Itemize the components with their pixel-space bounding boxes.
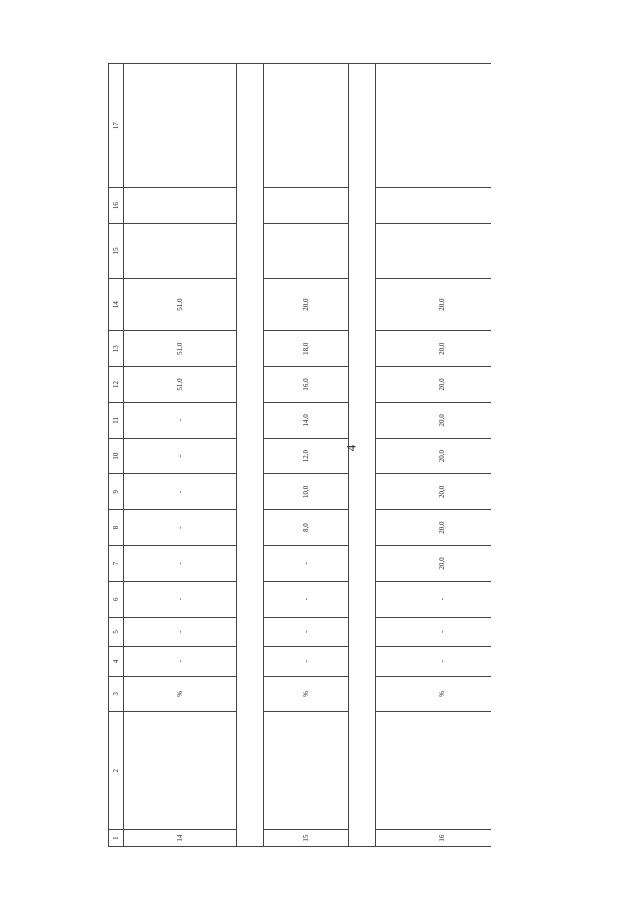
section-heading: [349, 64, 376, 847]
value-cell: 20,0: [376, 438, 492, 474]
value-cell: -: [124, 617, 237, 646]
value-cell: 20,0: [376, 402, 492, 438]
value-cell: -: [264, 617, 349, 646]
header-cell: 11: [109, 402, 124, 438]
value-cell: 20,0: [376, 331, 492, 367]
value-cell: 18,0: [264, 331, 349, 367]
value-cell: [124, 64, 237, 188]
header-cell: 17: [109, 64, 124, 188]
value-cell: [124, 224, 237, 279]
row-number: 16: [376, 830, 492, 847]
header-cell: 1: [109, 830, 124, 847]
section-heading: [237, 64, 264, 847]
value-cell: [376, 64, 492, 188]
header-cell: 9: [109, 474, 124, 510]
row-number: 14: [124, 830, 237, 847]
indicator-name: [264, 712, 349, 830]
value-cell: 51,0: [124, 278, 237, 331]
table-row-14: [124, 64, 237, 847]
value-cell: 12,0: [264, 438, 349, 474]
header-cell: 12: [109, 367, 124, 403]
value-cell: 20,0: [376, 546, 492, 582]
indicators-table: [108, 63, 491, 847]
section-row: [237, 64, 264, 847]
value-cell: -: [376, 581, 492, 617]
value-cell: -: [376, 617, 492, 646]
header-cell: 14: [109, 278, 124, 331]
value-cell: -: [124, 402, 237, 438]
value-cell: -: [124, 581, 237, 617]
value-cell: 10,0: [264, 474, 349, 510]
value-cell: -: [124, 647, 237, 676]
value-cell: -: [124, 438, 237, 474]
header-cell: 15: [109, 224, 124, 279]
header-cell: 10: [109, 438, 124, 474]
unit-cell: %: [264, 676, 349, 712]
value-cell: 20,0: [376, 510, 492, 546]
page-number: 4: [343, 444, 359, 452]
value-cell: 20,0: [376, 367, 492, 403]
section-row: [349, 64, 376, 847]
header-cell: 6: [109, 581, 124, 617]
value-cell: -: [376, 647, 492, 676]
value-cell: 51,0: [124, 367, 237, 403]
value-cell: [264, 64, 349, 188]
header-cell: 7: [109, 546, 124, 582]
value-cell: -: [124, 474, 237, 510]
value-cell: -: [264, 647, 349, 676]
unit-cell: %: [124, 676, 237, 712]
header-cell: 5: [109, 617, 124, 646]
value-cell: 14,0: [264, 402, 349, 438]
value-cell: [264, 224, 349, 279]
value-cell: -: [264, 546, 349, 582]
value-cell: [376, 224, 492, 279]
row-number: 15: [264, 830, 349, 847]
header-cell: 4: [109, 647, 124, 676]
value-cell: 20,0: [376, 474, 492, 510]
header-cell: 3: [109, 676, 124, 712]
header-cell: 13: [109, 331, 124, 367]
indicator-name: [124, 712, 237, 830]
value-cell: [264, 188, 349, 224]
table-row-15: [264, 64, 349, 847]
unit-cell: %: [376, 676, 492, 712]
rotated-content: [108, 63, 491, 847]
header-cell: 16: [109, 188, 124, 224]
value-cell: [124, 188, 237, 224]
value-cell: 8,0: [264, 510, 349, 546]
value-cell: 20,0: [376, 278, 492, 331]
value-cell: 20,0: [264, 278, 349, 331]
header-row: [109, 64, 124, 847]
header-cell: 2: [109, 712, 124, 830]
value-cell: -: [124, 546, 237, 582]
table-row-16: [376, 64, 492, 847]
value-cell: -: [124, 510, 237, 546]
value-cell: [376, 188, 492, 224]
value-cell: 51,0: [124, 331, 237, 367]
value-cell: -: [264, 581, 349, 617]
indicator-name: [376, 712, 492, 830]
table-stage: [108, 63, 491, 847]
value-cell: 16,0: [264, 367, 349, 403]
header-cell: 8: [109, 510, 124, 546]
